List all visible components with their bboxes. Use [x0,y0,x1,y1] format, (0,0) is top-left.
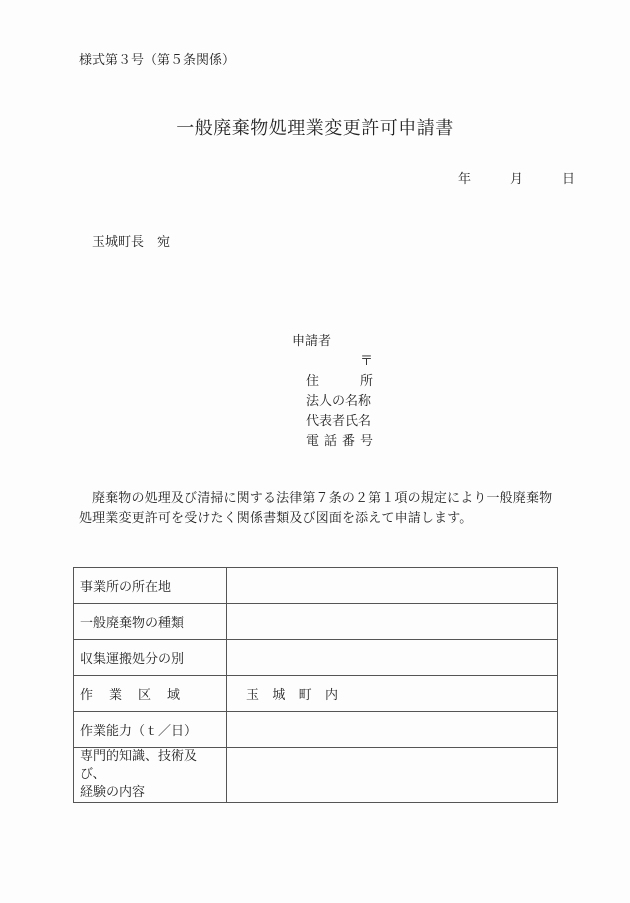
work-area-label-char: 域 [166,688,180,703]
work-area-label [74,676,227,712]
application-details-table [73,567,558,803]
representative-name-label: 代表者氏名 [306,414,372,429]
date-day-label: 日 [562,172,576,187]
work-area-label-char: 業 [108,688,122,703]
expertise-label-line2: 経験の内容 [80,785,146,800]
work-area-value-char: 内 [324,688,338,703]
work-area-value-char: 玉 [246,688,260,703]
table-row [74,604,558,640]
work-area-value-char: 城 [272,688,286,703]
date-year-label: 年 [458,172,472,187]
collection-disposal-type-value[interactable] [227,640,558,676]
table-row [74,640,558,676]
phone-label-char: 号 [359,434,373,449]
expertise-experience-label [74,748,227,803]
address-label-char: 所 [359,374,373,389]
address-label [306,370,373,389]
work-area-value[interactable] [227,676,558,712]
work-capacity-label: 作業能力（ｔ／日） [74,712,227,748]
collection-disposal-type-label: 収集運搬処分の別 [74,640,227,676]
table-row [74,568,558,604]
application-statement: 廃棄物の処理及び清掃に関する法律第７条の２第１項の規定により一般廃棄物処理業変更許可を受けたく関係書類及び図面を添えて申請します。 [79,491,553,526]
addressee [92,231,170,250]
form-number: 様式第３号（第５条関係） [79,53,236,68]
expertise-experience-value[interactable] [227,748,558,803]
office-location-value[interactable] [227,568,558,604]
waste-type-label: 一般廃棄物の種類 [74,604,227,640]
office-location-label: 事業所の所在地 [74,568,227,604]
table-row [74,676,558,712]
work-capacity-value[interactable] [227,712,558,748]
document-title: 一般廃棄物処理業変更許可申請書 [176,118,454,139]
table-row [74,712,558,748]
table-row [74,748,558,803]
date-month-label: 月 [510,172,524,187]
corporation-name-label: 法人の名称 [306,394,372,409]
expertise-label-line1: 専門的知識、技術及び、 [80,749,198,782]
addressee-name: 玉城町長 [92,235,145,250]
phone-label-char: 電 [306,434,320,449]
work-area-label-char: 作 [80,688,94,703]
postal-mark: 〒 [360,354,374,369]
addressee-suffix: 宛 [157,235,171,250]
address-label-char: 住 [306,374,320,389]
date-line [458,168,575,187]
phone-label-char: 話 [323,434,337,449]
phone-label-char: 番 [341,434,355,449]
phone-number-label [306,430,373,449]
applicant-heading: 申請者 [292,334,332,349]
work-area-value-char: 町 [298,688,312,703]
waste-type-value[interactable] [227,604,558,640]
work-area-label-char: 区 [137,688,151,703]
